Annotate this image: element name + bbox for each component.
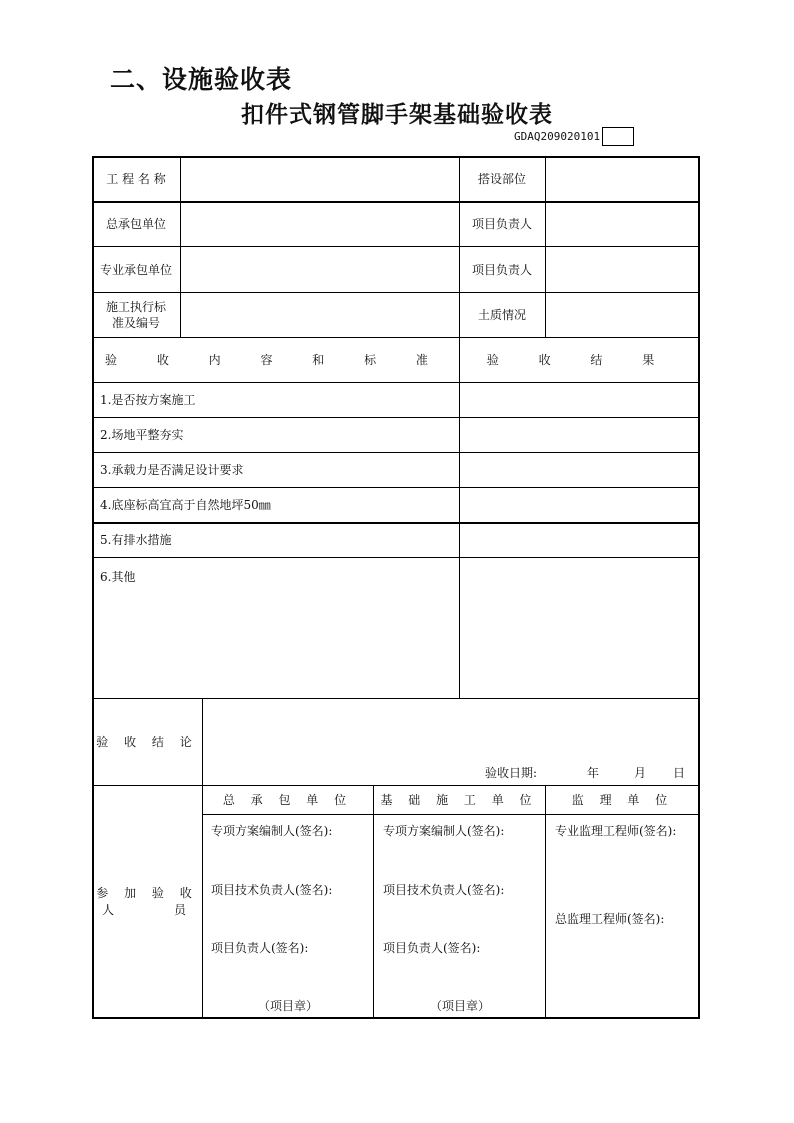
result-header: 验 收 结 果 xyxy=(486,353,673,367)
project-manager-label: 项目负责人 xyxy=(471,262,532,277)
supervision-unit-header: 监 理 单 位 xyxy=(571,793,674,807)
check-result-field[interactable] xyxy=(460,418,698,452)
erect-location-field[interactable] xyxy=(546,157,698,201)
project-manager-signature[interactable]: 项目负责人(签名): xyxy=(211,941,309,955)
inspection-date-label: 验收日期: xyxy=(485,766,538,780)
check-item: 5.有排水措施 xyxy=(100,533,172,547)
check-result-field[interactable] xyxy=(460,523,698,557)
standard-field[interactable] xyxy=(181,293,459,337)
date-year-label: 年 xyxy=(587,766,600,780)
standard-label xyxy=(92,292,180,337)
check-result-field[interactable] xyxy=(460,383,698,417)
plan-author-signature[interactable]: 专项方案编制人(签名): xyxy=(211,824,333,838)
participants-label-line: 参 加 验 收 xyxy=(96,886,198,900)
plan-author-signature[interactable]: 专项方案编制人(签名): xyxy=(383,824,505,838)
erect-location-label: 搭设部位 xyxy=(477,172,526,186)
standard-label-line: 施工执行标 xyxy=(105,299,166,314)
project-name-field[interactable] xyxy=(181,157,459,201)
soil-condition-label: 土质情况 xyxy=(477,308,526,322)
grid-line xyxy=(545,785,546,1019)
project-manager-field[interactable] xyxy=(546,247,698,292)
participants-label xyxy=(92,785,202,1019)
participants-label-line: 人 员 xyxy=(101,903,192,917)
specialty-supervisor-signature[interactable]: 专业监理工程师(签名): xyxy=(555,824,677,838)
standard-label-line: 准及编号 xyxy=(111,315,160,330)
check-result-field[interactable] xyxy=(460,488,698,522)
project-manager-field[interactable] xyxy=(546,202,698,246)
general-contractor-field[interactable] xyxy=(181,202,459,246)
project-manager-label: 项目负责人 xyxy=(471,217,532,231)
foundation-contractor-header: 基 础 施 工 单 位 xyxy=(380,793,538,807)
general-contractor-header: 总 承 包 单 位 xyxy=(222,793,353,807)
check-item: 3.承载力是否满足设计要求 xyxy=(100,463,244,477)
check-result-field[interactable] xyxy=(460,453,698,487)
check-item: 6.其他 xyxy=(100,570,136,584)
specialty-contractor-label: 专业承包单位 xyxy=(99,262,172,277)
project-stamp: （项目章） xyxy=(258,999,319,1013)
form-code-box[interactable] xyxy=(602,127,634,146)
grid-line xyxy=(373,785,374,1019)
project-manager-signature[interactable]: 项目负责人(签名): xyxy=(383,941,481,955)
conclusion-field[interactable] xyxy=(203,699,698,754)
section-heading: 二、设施验收表 xyxy=(110,65,293,94)
date-month-label: 月 xyxy=(634,766,647,780)
check-result-field[interactable] xyxy=(460,558,698,698)
form-title: 扣件式钢管脚手架基础验收表 xyxy=(241,102,553,128)
soil-condition-field[interactable] xyxy=(546,293,698,337)
check-item: 4.底座标高宜高于自然地坪50㎜ xyxy=(100,498,271,512)
conclusion-label: 验 收 结 论 xyxy=(96,735,198,749)
check-item: 1.是否按方案施工 xyxy=(100,393,196,407)
other-notes-field[interactable] xyxy=(93,590,459,698)
check-item: 2.场地平整夯实 xyxy=(100,428,184,442)
tech-lead-signature[interactable]: 项目技术负责人(签名): xyxy=(211,883,333,897)
tech-lead-signature[interactable]: 项目技术负责人(签名): xyxy=(383,883,505,897)
date-day-label: 日 xyxy=(673,766,686,780)
project-stamp: （项目章） xyxy=(430,999,491,1013)
general-contractor-label: 总承包单位 xyxy=(105,217,166,231)
specialty-contractor-field[interactable] xyxy=(181,247,459,292)
grid-line xyxy=(202,814,700,815)
content-header: 验 收 内 容 和 标 准 xyxy=(105,353,446,367)
chief-supervisor-signature[interactable]: 总监理工程师(签名): xyxy=(555,912,665,926)
form-code: GDAQ209020101 xyxy=(514,130,601,143)
project-name-label: 工 程 名 称 xyxy=(106,172,166,186)
